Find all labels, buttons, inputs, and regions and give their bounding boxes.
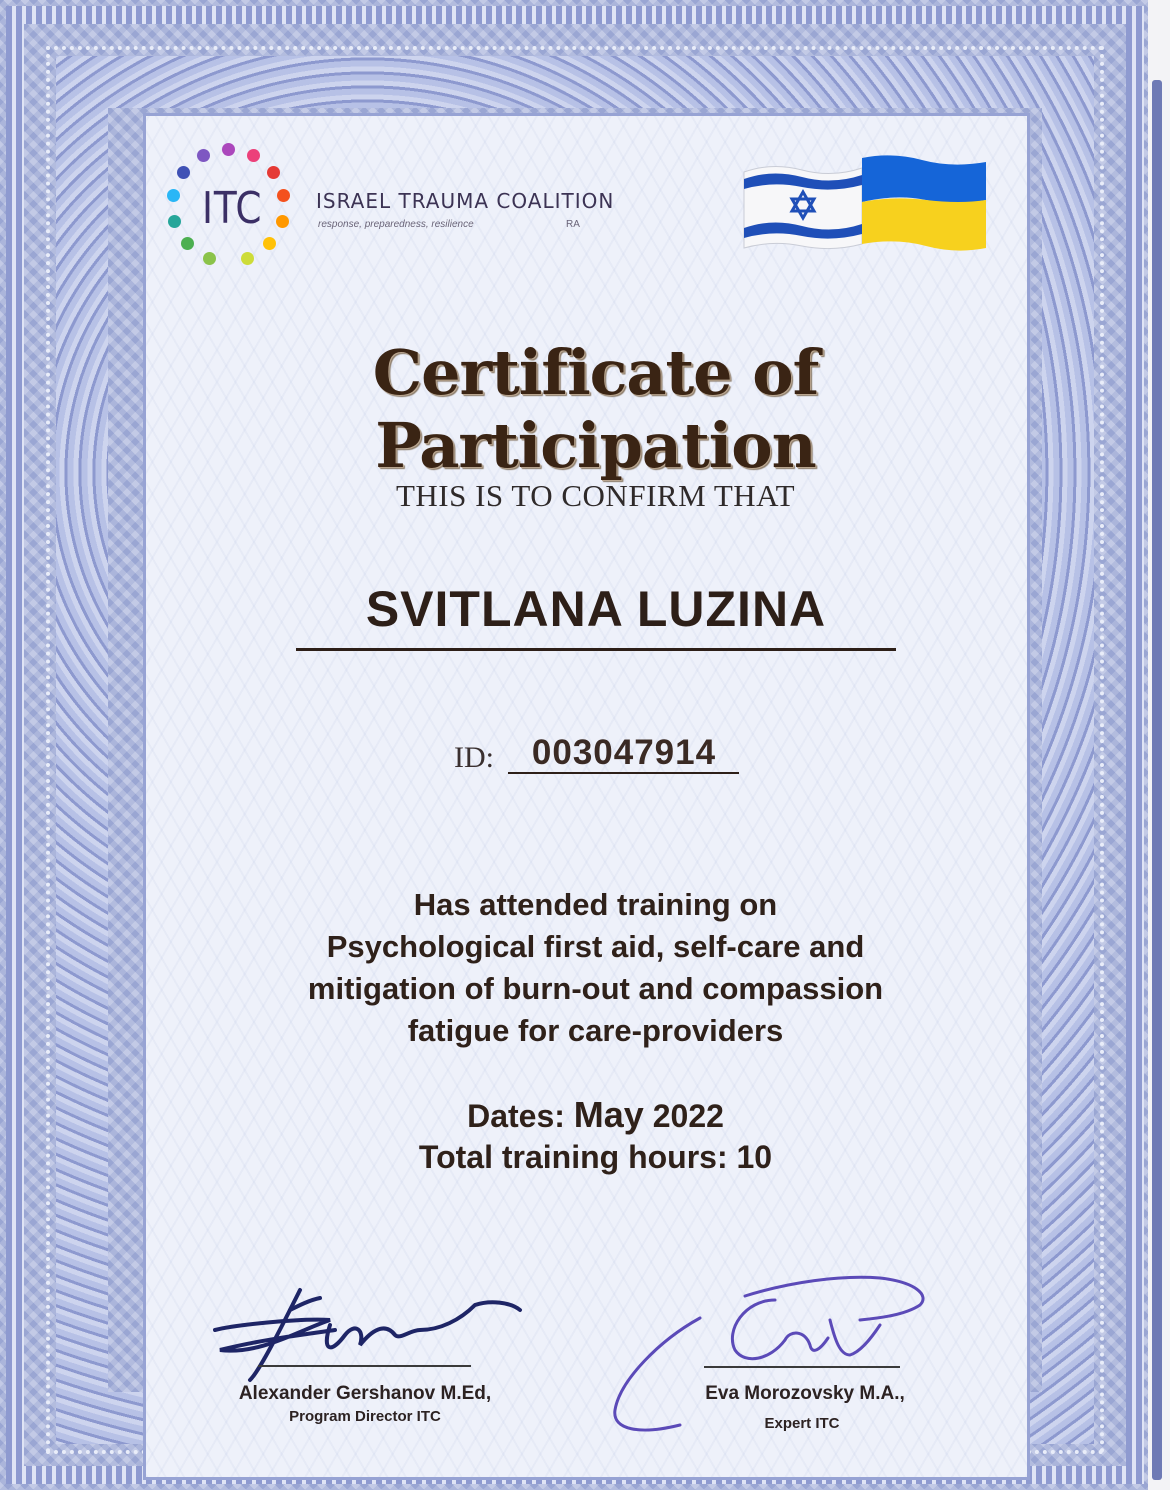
training-line: Psychological first aid, self-care and [326,929,865,964]
scrollbar[interactable] [1148,0,1170,1490]
logo-dot [263,237,276,250]
logo-dot [167,189,180,202]
logo-dot [203,252,216,265]
ukraine-flag-icon [862,155,986,250]
signatory-name: Alexander Gershanov M.Ed, [238,1383,492,1404]
logo-dot [241,252,254,265]
signature-line [704,1366,900,1368]
id-label: ID: [454,741,494,774]
logo-dot [267,166,280,179]
id-value: 003047914 [531,733,717,772]
training-line: mitigation of burn-out and compassion [307,971,884,1006]
recipient-name: SVITLANA LUZINA [365,581,827,637]
scrollbar-thumb[interactable] [1152,80,1162,1480]
training-dates [143,1094,1048,1136]
organization-suffix: RA [566,219,580,230]
flags-emblem [742,152,988,256]
signature-line [258,1365,471,1367]
dates-label: Dates: [467,1098,565,1134]
logo-dot [177,166,190,179]
signatory-name: Eva Morozovsky M.A., [705,1383,905,1404]
certificate-title: Certificate of Participation [372,336,819,482]
logo-dot [197,149,210,162]
logo-dot [181,237,194,250]
logo-dot [276,215,289,228]
itc-logo-text: ITC [202,183,263,234]
signatory-title: Program Director ITC [289,1408,441,1425]
certificate-paper [143,113,1030,1480]
confirm-statement: THIS IS TO CONFIRM THAT [395,478,796,513]
logo-dot [277,189,290,202]
name-underline [296,648,896,651]
logo-dot [222,143,235,156]
training-hours: Total training hours: 10 [418,1139,773,1175]
logo-dot [168,215,181,228]
organization-tagline: response, preparedness, resilience [318,219,474,230]
training-description [143,884,1048,1052]
dates-month: May [573,1094,644,1135]
signatory-title: Expert ITC [764,1415,840,1432]
israel-flag-icon [744,166,862,248]
organization-name: ISRAEL TRAUMA COALITION [316,189,615,213]
dates-year: 2022 [652,1098,724,1134]
logo-dot [247,149,260,162]
training-line: fatigue for care-providers [407,1013,784,1048]
training-line: Has attended training on [413,887,778,922]
id-underline [508,772,739,774]
